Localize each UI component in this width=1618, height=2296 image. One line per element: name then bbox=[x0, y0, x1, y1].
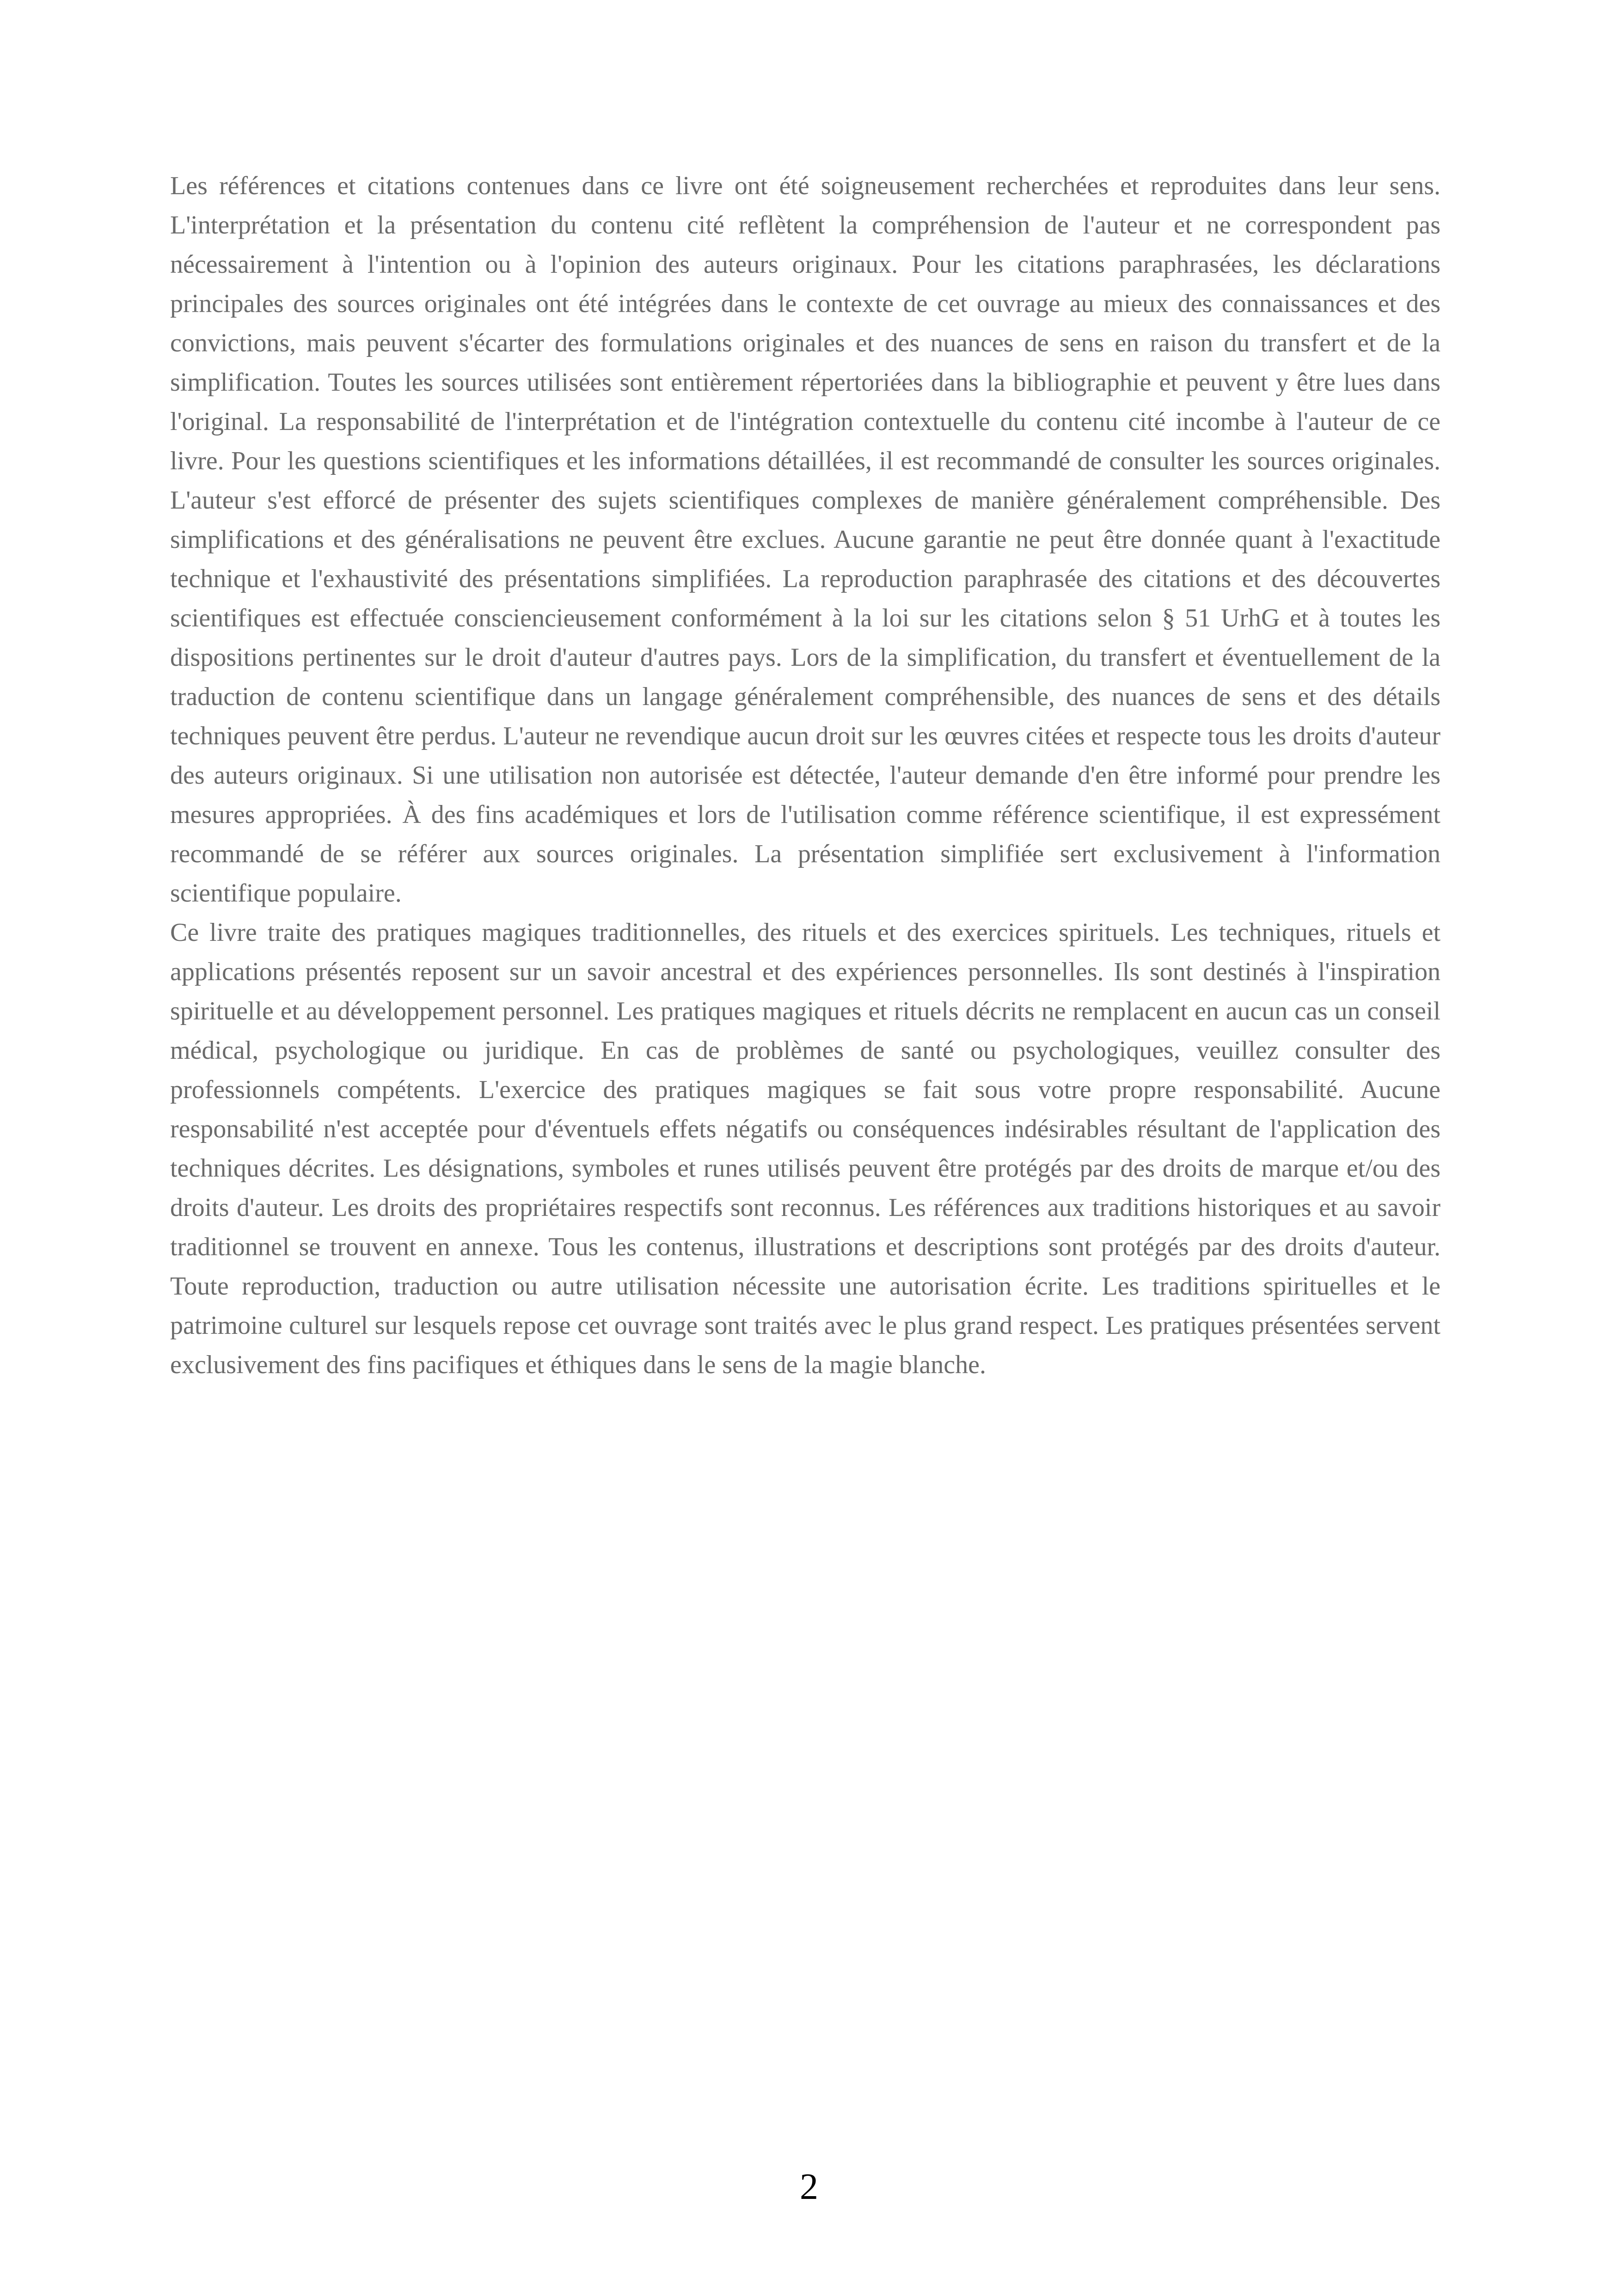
body-text bbox=[170, 166, 1440, 1385]
page-number: 2 bbox=[800, 2167, 818, 2207]
disclaimer-magic-practices-paragraph: Ce livre traite des pratiques magiques traditionnelles, des rituels et des exercices spirituels. Les techniques, rituels et applications présentés reposent sur un savoir ancestral et des expériences personnelles. Ils sont destinés à l'inspiration spirituelle et au développement personnel. Les pratiques magiques et rituels décrits ne remplacent en aucun cas un conseil médical, psychologique ou juridique. En cas de problèmes de santé ou psychologiques, veuillez consulter des professionnels compétents. L'exercice des pratiques magiques se fait sous votre propre responsabilité. Aucune responsabilité n'est acceptée pour d'éventuels effets négatifs ou conséquences indésirables résultant de l'application des techniques décrites. Les désignations, symboles et runes utilisés peuvent être protégés par des droits de marque et/ou des droits d'auteur. Les droits des propriétaires respectifs sont reconnus. Les références aux traditions historiques et au savoir traditionnel se trouvent en annexe. Tous les contenus, illustrations et descriptions sont protégés par des droits d'auteur. Toute reproduction, traduction ou autre utilisation nécessite une autorisation écrite. Les traditions spirituelles et le patrimoine culturel sur lesquels repose cet ouvrage sont traités avec le plus grand respect. Les pratiques présentées servent exclusivement des fins pacifiques et éthiques dans le sens de la magie blanche. bbox=[170, 918, 1440, 1379]
disclaimer-citations-paragraph: Les références et citations contenues dans ce livre ont été soigneusement recherchées et reproduites dans leur sens. L'interprétation et la présentation du contenu cité reflètent la compréhension de l'auteur et ne correspondent pas nécessairement à l'intention ou à l'opinion des auteurs originaux. Pour les citations paraphrasées, les déclarations principales des sources originales ont été intégrées dans le contexte de cet ouvrage au mieux des connaissances et des convictions, mais peuvent s'écarter des formulations originales et des nuances de sens en raison du transfert et de la simplification. Toutes les sources utilisées sont entièrement répertoriées dans la bibliographie et peuvent y être lues dans l'original. La responsabilité de l'interprétation et de l'intégration contextuelle du contenu cité incombe à l'auteur de ce livre. Pour les questions scientifiques et les informations détaillées, il est recommandé de consulter les sources originales. L'auteur s'est efforcé de présenter des sujets scientifiques complexes de manière généralement compréhensible. Des simplifications et des généralisations ne peuvent être exclues. Aucune garantie ne peut être donnée quant à l'exactitude technique et l'exhaustivité des présentations simplifiées. La reproduction paraphrasée des citations et des découvertes scientifiques est effectuée consciencieusement conformément à la loi sur les citations selon § 51 UrhG et à toutes les dispositions pertinentes sur le droit d'auteur d'autres pays. Lors de la simplification, du transfert et éventuellement de la traduction de contenu scientifique dans un langage généralement compréhensible, des nuances de sens et des détails techniques peuvent être perdus. L'auteur ne revendique aucun droit sur les œuvres citées et respecte tous les droits d'auteur des auteurs originaux. Si une utilisation non autorisée est détectée, l'auteur demande d'en être informé pour prendre les mesures appropriées. À des fins académiques et lors de l'utilisation comme référence scientifique, il est expressément recommandé de se référer aux sources originales. La présentation simplifiée sert exclusivement à l'information scientifique populaire. bbox=[170, 172, 1440, 908]
